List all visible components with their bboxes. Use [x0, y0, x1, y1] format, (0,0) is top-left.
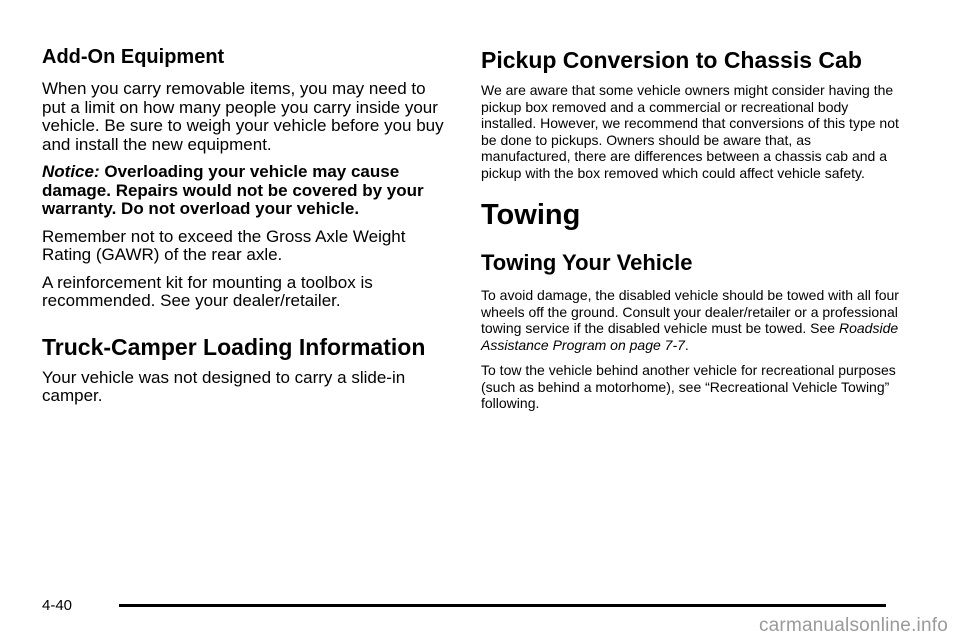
- roadside-assistance-reference: Roadside Assistance Program on page 7-7: [481, 320, 899, 353]
- notice-label: Notice:: [42, 162, 100, 181]
- towing-heading: Towing: [481, 199, 581, 231]
- towing-your-vehicle-heading: Towing Your Vehicle: [481, 250, 693, 275]
- towing-paragraph-2: To tow the vehicle behind another vehicle for recreational purposes (such as behind a motorhome), see “Recreational Vehicle Towing” following.: [481, 362, 896, 411]
- page-number: 4-40: [42, 597, 73, 614]
- right-column: [481, 0, 901, 412]
- notice-paragraph: [42, 163, 452, 219]
- camper-paragraph: Your vehicle was not designed to carry a slide-in camper.: [42, 367, 406, 405]
- towing-paragraph-1-end: .: [684, 336, 689, 353]
- watermark: carmanualsonline.info: [758, 615, 948, 636]
- addon-paragraph-1: When you carry removable items, you may need to put a limit on how many people you carry inside your vehicle. Be sure to weigh your vehicle before you buy and install the new equipment.: [42, 79, 444, 154]
- truck-camper-heading: Truck-Camper Loading Information: [42, 333, 426, 360]
- addon-paragraph-3: A reinforcement kit for mounting a toolbox is recommended. See your dealer/retailer.: [42, 272, 373, 310]
- left-column: [42, 0, 452, 406]
- footer-rule: [119, 604, 886, 607]
- addon-equipment-heading: Add-On Equipment: [42, 46, 225, 68]
- towing-paragraph-1-text: To avoid damage, the disabled vehicle should be towed with all four wheels off the ground. Consult your dealer/retailer or a professional towing service if the disabled vehicle must be towed. See: [481, 287, 899, 336]
- addon-paragraph-2: Remember not to exceed the Gross Axle Weight Rating (GAWR) of the rear axle.: [42, 226, 406, 264]
- pickup-conversion-heading: Pickup Conversion to Chassis Cab: [481, 47, 862, 73]
- notice-text: Overloading your vehicle may cause damage. Repairs would not be covered by your warranty. Do not overload your vehicle.: [42, 162, 424, 218]
- towing-paragraph-1: [481, 287, 901, 353]
- pickup-paragraph: We are aware that some vehicle owners might consider having the pickup box removed and a commercial or recreational body installed. However, we recommend that conversions of this type not be done to pickups. Owners should be aware that, as manufactured, there are differences between a chassis cab and a pickup with the box removed which could affect vehicle safety.: [481, 82, 899, 181]
